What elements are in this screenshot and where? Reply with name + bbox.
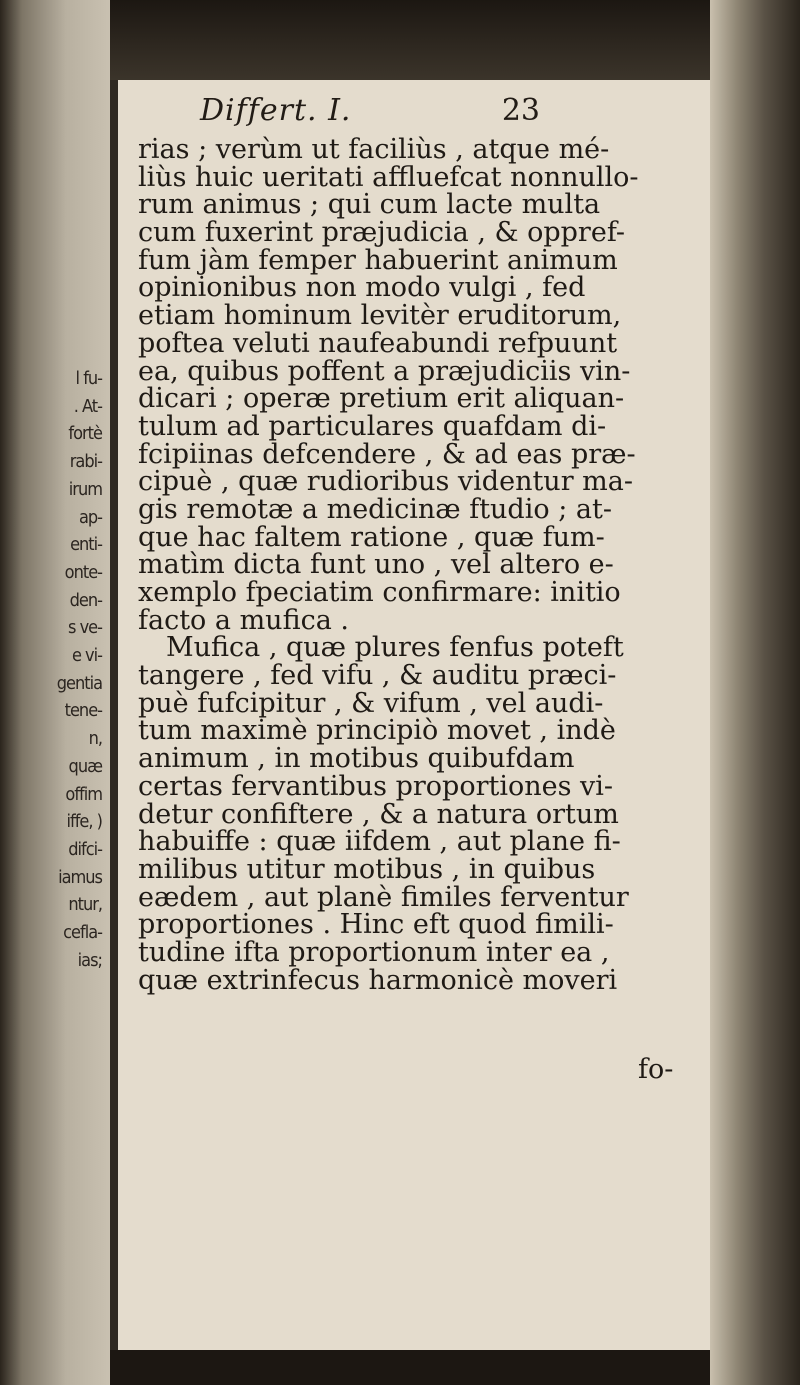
text-line: milibus utitur motibus , in quibus bbox=[138, 853, 596, 885]
text-line: tudine ifta proportionum inter ea , bbox=[138, 936, 610, 968]
page-number: 23 bbox=[501, 93, 540, 128]
previous-page-fragment: e vi- bbox=[71, 645, 102, 667]
text-line: cum fuxerint præjudicia , & oppref- bbox=[138, 217, 625, 249]
text-line: fum jàm femper habuerint animum bbox=[138, 244, 618, 276]
text-line: que hac faltem ratione , quæ fum- bbox=[138, 521, 605, 553]
page-gutter bbox=[110, 80, 118, 1350]
text-line: liùs huic ueritati affluefcat nonnullo- bbox=[138, 161, 639, 193]
text-line: eædem , aut planè fimiles ferventur bbox=[138, 881, 629, 913]
text-line paragraph-start: Mufica , quæ plures fenfus poteft bbox=[166, 632, 624, 664]
text-line: rum animus ; qui cum lacte multa bbox=[138, 189, 601, 221]
running-head bbox=[200, 93, 580, 129]
previous-page-fragment: n, quæ bbox=[68, 728, 102, 777]
text-line: dicari ; operæ pretium erit aliquan- bbox=[138, 383, 625, 415]
previous-page-fragment: tene- bbox=[64, 700, 102, 722]
text-line: opinionibus non modo vulgi , fed bbox=[138, 272, 586, 304]
previous-page-fragment: ntur, bbox=[68, 894, 102, 916]
previous-page-fragment: gentia bbox=[56, 672, 102, 694]
previous-page-fragment: s ve- bbox=[68, 617, 102, 639]
text-line: cipuè , quæ rudioribus videntur ma- bbox=[138, 466, 634, 498]
previous-page-fragment: den- bbox=[69, 589, 102, 611]
running-title: Differt. I. bbox=[200, 93, 352, 128]
previous-page-fragment: onte- bbox=[64, 561, 102, 583]
text-line: tangere , fed vifu , & auditu præci- bbox=[138, 660, 617, 692]
previous-page-fragment: cefla- bbox=[63, 922, 102, 944]
text-line: certas fervantibus proportiones vi- bbox=[138, 770, 614, 802]
bottom-shadow bbox=[110, 1350, 710, 1385]
text-line: animum , in motibus quibufdam bbox=[138, 743, 575, 775]
previous-page-fragment: . At- bbox=[73, 395, 102, 417]
text-line: gis remotæ a medicinæ ftudio ; at- bbox=[138, 493, 612, 525]
previous-page-fragment: difci- bbox=[68, 838, 102, 860]
text-line: detur confiftere , & a natura ortum bbox=[138, 798, 619, 830]
previous-page-fragment: enti- bbox=[70, 534, 102, 556]
text-line: puè fufcipitur , & vifum , vel audi- bbox=[138, 687, 604, 719]
catchword: fo- bbox=[638, 1054, 674, 1085]
previous-page-fragments bbox=[56, 365, 102, 974]
body-text bbox=[138, 136, 708, 994]
previous-page-fragment: offim bbox=[65, 783, 102, 805]
text-line: ea, quibus poffent a præjudiciis vin- bbox=[138, 355, 631, 387]
previous-page-fragment: ias; bbox=[77, 949, 102, 971]
previous-page-fragment: iamus bbox=[58, 866, 102, 888]
text-line: xemplo fpeciatim confirmare: initio bbox=[138, 577, 621, 608]
previous-page-fragment: fortè bbox=[68, 423, 102, 445]
page-stack-edge bbox=[710, 0, 800, 1385]
text-line: tulum ad particulares quafdam di- bbox=[138, 410, 607, 442]
previous-page-fragment: irum bbox=[68, 478, 102, 500]
text-line: proportiones . Hinc eft quod fimili- bbox=[138, 909, 614, 941]
top-shadow bbox=[110, 0, 710, 80]
previous-page-fragment: iffe, ) bbox=[66, 811, 102, 833]
text-line: tum maximè principiò movet , indè bbox=[138, 715, 616, 747]
text-line: habuiffe : quæ iifdem , aut plane fi- bbox=[138, 826, 621, 858]
text-line: facto a mufica . bbox=[138, 604, 349, 636]
text-line: matìm dicta funt uno , vel altero e- bbox=[138, 549, 614, 581]
text-line: poftea veluti naufeabundi refpuunt bbox=[138, 327, 618, 359]
text-line: fcipiinas defcendere , & ad eas præ- bbox=[138, 438, 636, 470]
previous-page-fragment: l fu- bbox=[75, 368, 102, 389]
text-line: quæ extrinfecus harmonicè moveri bbox=[138, 964, 618, 996]
previous-page-fragment: rabi- bbox=[69, 451, 102, 473]
text-line: etiam hominum levitèr eruditorum, bbox=[138, 300, 622, 332]
previous-page-fragment: ap- bbox=[78, 506, 102, 528]
text-line: rias ; verùm ut faciliùs , atque mé- bbox=[138, 134, 610, 165]
